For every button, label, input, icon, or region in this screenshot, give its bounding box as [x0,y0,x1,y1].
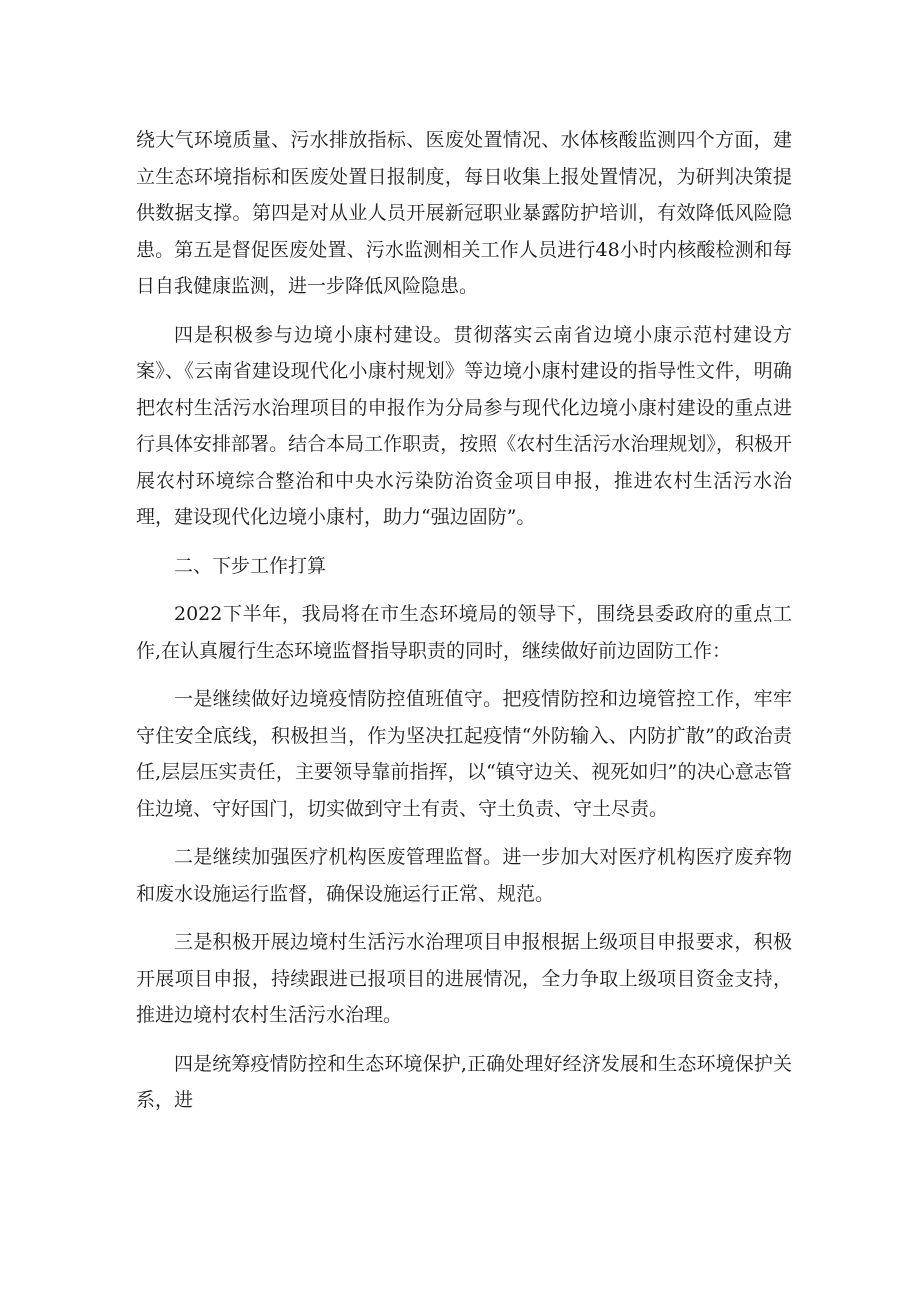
paragraph-continuation: 绕大气环境质量、污水排放指标、医废处置情况、水体核酸监测四个方面，建立生态环境指标和医废处置日报制度，每日收集上报处置情况，为研判决策提供数据支撑。第四是对从业人员开展新冠职业暴露防护培训，有效降低风险隐患。第五是督促医废处置、污水监测相关工作人员进行48小时内核酸检测和每日自我健康监测，进一步降低风险隐患。 [136,129,792,297]
paragraph-plan-item-3: 三是积极开展边境村生活污水治理项目申报根据上级项目申报要求，积极开展项目申报，持续跟进已报项目的进展情况，全力争取上级项目资金支持，推进边境村农村生活污水治理。 [136,931,792,1026]
paragraph-intro-plan: 2022下半年，我局将在市生态环境局的领导下，围绕县委政府的重点工作,在认真履行生态环境监督指导职责的同时，继续做好前边固防工作： [136,603,792,662]
section-heading-next-steps: 二、下步工作打算 [174,554,327,577]
document-body [136,122,792,1131]
paragraph-border-village: 四是积极参与边境小康村建设。贯彻落实云南省边境小康示范村建设方案》、《云南省建设现代化小康村规划》等边境小康村建设的指导性文件，明确把农村生活污水治理项目的申报作为分局参与现代化边境小康村建设的重点进行具体安排部署。结合本局工作职责，按照《农村生活污水治理规划》，积极开展农村环境综合整治和中央水污染防治资金项目申报，推进农村生活污水治理，建设现代化边境小康村，助力“强边固防”。 [136,323,792,528]
paragraph-plan-item-4: 四是统筹疫情防控和生态环境保护,正确处理好经济发展和生态环境保护关系，进 [136,1052,792,1111]
paragraph-plan-item-2: 二是继续加强医疗机构医废管理监督。进一步加大对医疗机构医疗废弃物和废水设施运行监督，确保设施运行正常、规范。 [136,846,792,905]
paragraph-plan-item-1: 一是继续做好边境疫情防控值班值守。把疫情防控和边境管控工作，牢牢守住安全底线，积极担当，作为坚决扛起疫情“外防输入、内防扩散”的政治责任,层层压实责任，主要领导靠前指挥，以“镇守边关、视死如归”的决心意志管住边境、守好国门，切实做到守土有责、守土负责、守土尽责。 [136,688,792,820]
